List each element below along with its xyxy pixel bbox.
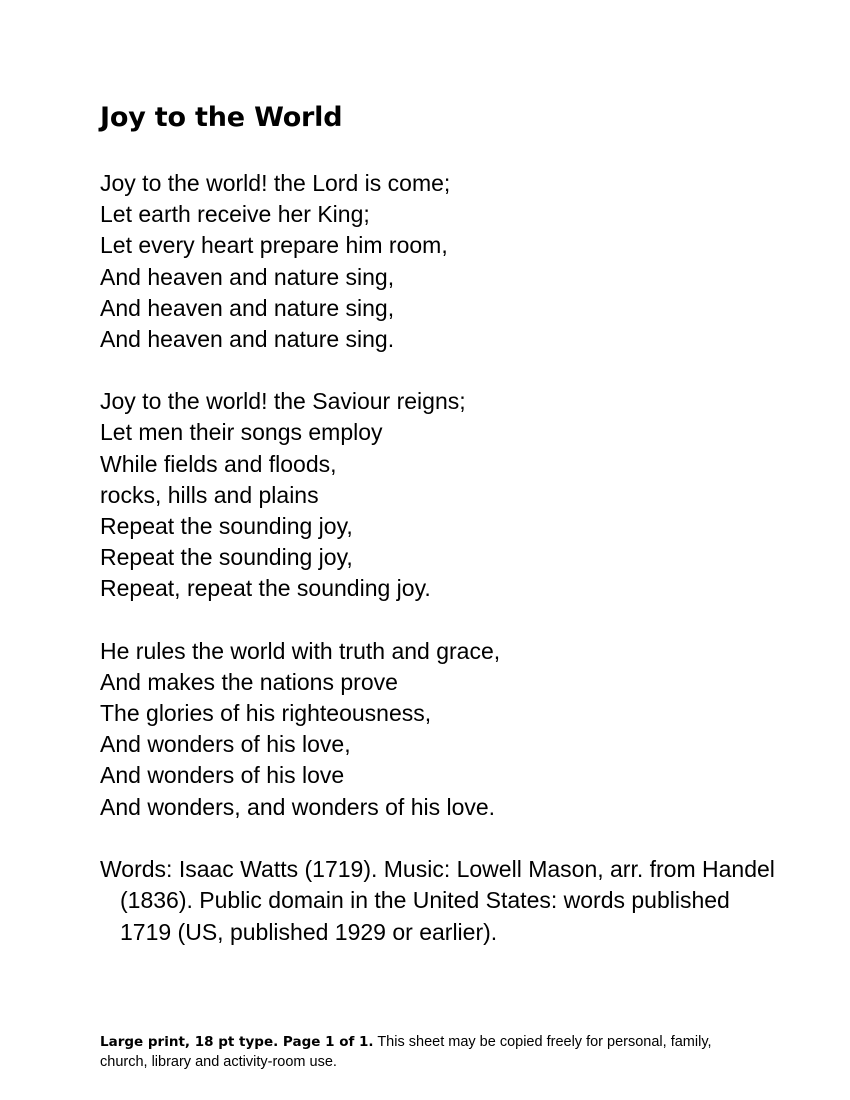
stanza-line: And heaven and nature sing,	[100, 263, 395, 290]
stanza-line: Let earth receive her King;	[100, 201, 370, 228]
stanza-line: And heaven and nature sing.	[100, 326, 395, 353]
stanza-line: Repeat the sounding joy,	[100, 544, 353, 571]
stanza-line: Let every heart prepare him room,	[100, 232, 448, 259]
page-title: Joy to the World	[100, 102, 343, 133]
footer-text: This sheet may be copied freely for personal, family, church, library and activity-room use.	[100, 1034, 712, 1070]
stanza-line: And heaven and nature sing,	[100, 294, 395, 321]
stanza-line: Let men their songs employ	[100, 419, 383, 446]
stanza-line: Joy to the world! the Saviour reigns;	[100, 388, 466, 415]
stanza-1	[100, 168, 780, 355]
stanza-line: And wonders, and wonders of his love.	[100, 793, 496, 820]
stanza-3	[100, 636, 780, 823]
stanza-line: And makes the nations prove	[100, 668, 398, 695]
stanza-line: The glories of his righteousness,	[100, 700, 432, 727]
stanza-line: And wonders of his love,	[100, 731, 351, 758]
footer-bold-text: Large print, 18 pt type. Page 1 of 1.	[100, 1034, 374, 1050]
footer-note	[100, 1032, 740, 1072]
hymn-sheet	[100, 96, 780, 948]
stanza-line: Repeat, repeat the sounding joy.	[100, 575, 431, 602]
stanza-line: Repeat the sounding joy,	[100, 513, 353, 540]
stanza-line: While fields and floods,	[100, 450, 337, 477]
stanza-line: rocks, hills and plains	[100, 481, 319, 508]
stanza-line: And wonders of his love	[100, 762, 345, 789]
stanza-line: Joy to the world! the Lord is come;	[100, 170, 451, 196]
credits-note: Words: Isaac Watts (1719). Music: Lowell Mason, arr. from Handel (1836). Public domain in the United States: words published 1719 (US, published 1929 or earlier).	[100, 855, 775, 945]
stanza-line: He rules the world with truth and grace,	[100, 637, 501, 664]
stanza-2	[100, 386, 780, 604]
